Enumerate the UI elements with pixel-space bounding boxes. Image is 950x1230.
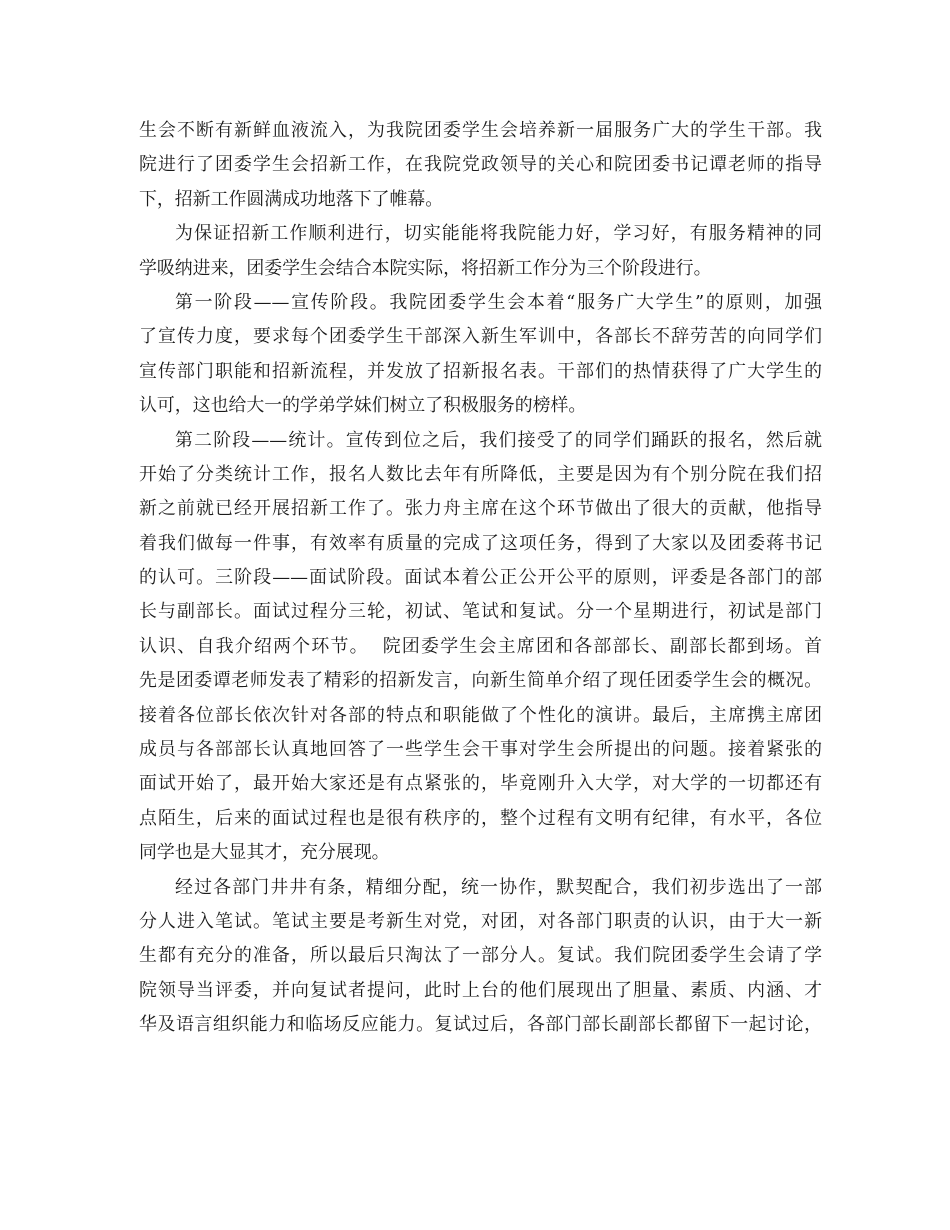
text-line: 为保证招新工作顺利进行，切实能能将我院能力好，学习好，有服务精神的同 <box>175 223 822 245</box>
text-line: 成员与各部部长认真地回答了一些学生会干事对学生会所提出的问题。接着紧张的 <box>139 739 822 761</box>
text-line: 同学也是大显其才，充分展现。 <box>139 842 390 864</box>
text-line: 的认可。三阶段——面试阶段。面试本着公正公开公平的原则，评委是各部门的部 <box>139 567 822 589</box>
text-line: 着我们做每一件事，有效率有质量的完成了这项任务，得到了大家以及团委蒋书记 <box>139 532 822 554</box>
text-line: 华及语言组织能力和临场反应能力。复试过后，各部门部长副部长都留下一起讨论， <box>139 1014 822 1036</box>
text-line: 学吸纳进来，团委学生会结合本院实际，将招新工作分为三个阶段进行。 <box>139 257 712 279</box>
text-line: 点陌生，后来的面试过程也是很有秩序的，整个过程有文明有纪律，有水平，各位 <box>139 807 822 829</box>
text-line: 开始了分类统计工作，报名人数比去年有所降低，主要是因为有个别分院在我们招 <box>139 463 822 485</box>
text-line: 下，招新工作圆满成功地落下了帷幕。 <box>139 188 444 210</box>
text-line: 认识、自我介绍两个环节。 院团委学生会主席团和各部部长、副部长都到场。首 <box>139 635 822 657</box>
text-line: 认可，这也给大一的学弟学妹们树立了积极服务的榜样。 <box>139 395 587 417</box>
text-line: 宣传部门职能和招新流程，并发放了招新报名表。干部们的热情获得了广大学生的 <box>139 360 822 382</box>
text-line: 第二阶段——统计。宣传到位之后，我们接受了的同学们踊跃的报名，然后就 <box>175 429 822 451</box>
text-line: 先是团委谭老师发表了精彩的招新发言，向新生简单介绍了现任团委学生会的概况。 <box>139 670 822 692</box>
text-line: 第一阶段——宣传阶段。我院团委学生会本着“服务广大学生”的原则，加强 <box>175 291 822 313</box>
text-line: 经过各部门井井有条，精细分配，统一协作，默契配合，我们初步选出了一部 <box>175 876 822 898</box>
text-line: 新之前就已经开展招新工作了。张力舟主席在这个环节做出了很大的贡献，他指导 <box>139 498 822 520</box>
text-line: 分人进入笔试。笔试主要是考新生对党，对团，对各部门职责的认识，由于大一新 <box>139 910 822 932</box>
text-line: 生都有充分的准备，所以最后只淘汰了一部分人。复试。我们院团委学生会请了学 <box>139 945 822 967</box>
text-line: 接着各位部长依次针对各部的特点和职能做了个性化的演讲。最后，主席携主席团 <box>139 704 822 726</box>
document-body <box>139 114 822 1043</box>
text-line: 生会不断有新鲜血液流入，为我院团委学生会培养新一届服务广大的学生干部。我 <box>139 120 822 141</box>
text-line: 长与副部长。面试过程分三轮，初试、笔试和复试。分一个星期进行，初试是部门 <box>139 601 822 623</box>
text-line: 院领导当评委，并向复试者提问，此时上台的他们展现出了胆量、素质、内涵、才 <box>139 979 822 1001</box>
text-line: 院进行了团委学生会招新工作，在我院党政领导的关心和院团委书记谭老师的指导 <box>139 154 822 176</box>
text-line: 面试开始了，最开始大家还是有点紧张的，毕竟刚升入大学，对大学的一切都还有 <box>139 773 822 795</box>
text-line: 了宣传力度，要求每个团委学生干部深入新生军训中，各部长不辞劳苦的向同学们 <box>139 326 822 348</box>
